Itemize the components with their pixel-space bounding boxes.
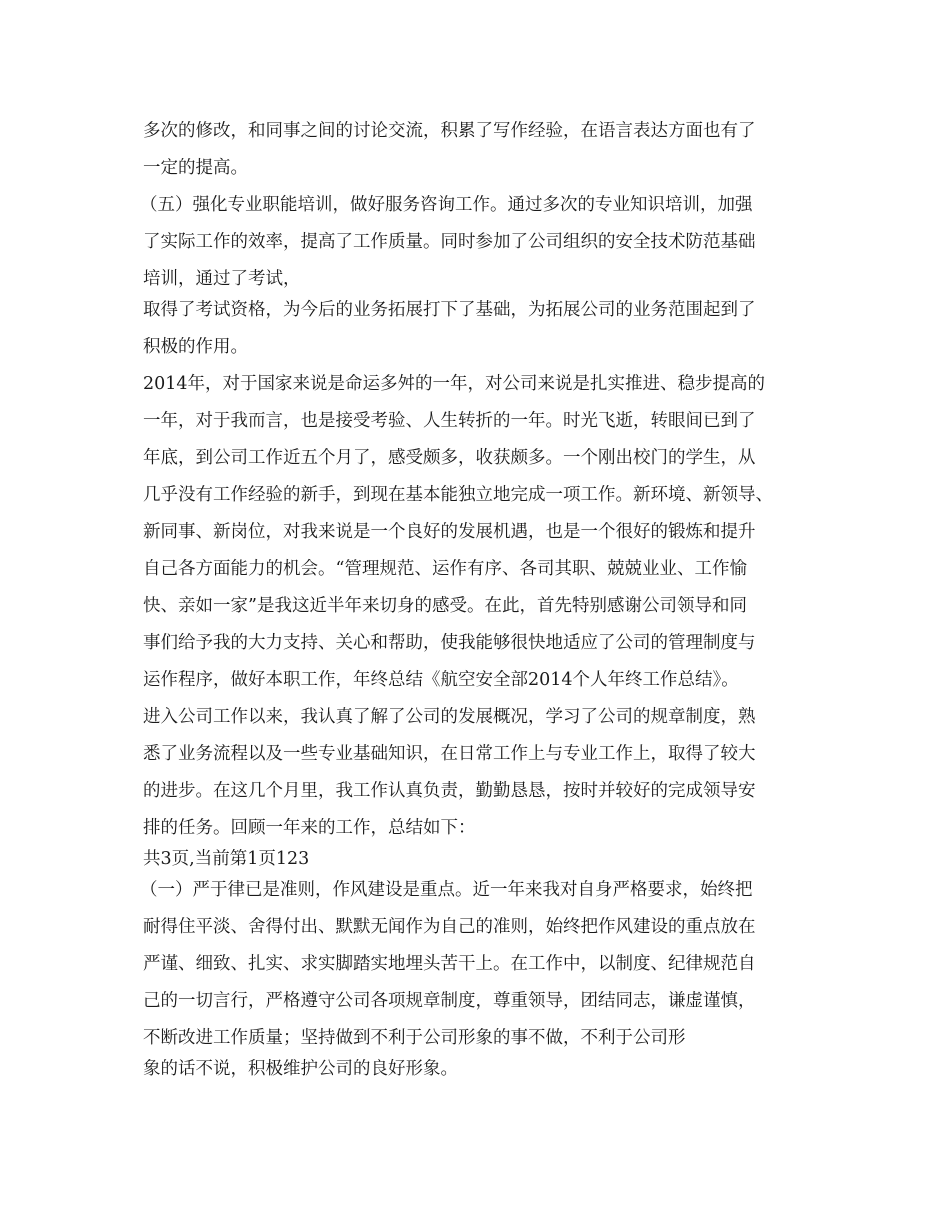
text-line: 耐得住平淡、舍得付出、默默无闻作为自己的准则，始终把作风建设的重点放在 bbox=[143, 917, 756, 937]
text-line: （五）强化专业职能培训，做好服务咨询工作。通过多次的专业知识培训，加强 bbox=[140, 195, 753, 215]
text-line: 多次的修改，和同事之间的讨论交流，积累了写作经验，在语言表达方面也有了 bbox=[143, 121, 756, 141]
text-line: 快、亲如一家”是我这近半年来切身的感受。在此，首先特别感谢公司领导和同 bbox=[143, 596, 747, 616]
text-line: 2014年，对于国家来说是命运多舛的一年，对公司来说是扎实推进、稳步提高的 bbox=[143, 374, 766, 394]
text-line: 运作程序，做好本职工作，年终总结《航空安全部2014个人年终工作总结》。 bbox=[143, 670, 739, 690]
text-line: 进入公司工作以来，我认真了解了公司的发展概况，学习了公司的规章制度，熟 bbox=[143, 707, 756, 727]
text-line: 事们给予我的大力支持、关心和帮助，使我能够很快地适应了公司的管理制度与 bbox=[143, 633, 756, 653]
text-line: 积极的作用。 bbox=[143, 337, 248, 357]
text-line: 的进步。在这几个月里，我工作认真负责，勤勤恳恳，按时并较好的完成领导安 bbox=[143, 781, 756, 801]
text-line: （一）严于律已是准则，作风建设是重点。近一年来我对自身严格要求，始终把 bbox=[140, 880, 753, 900]
pagination-text: 共3页,当前第1页123 bbox=[143, 849, 310, 869]
text-line: 培训，通过了考试， bbox=[143, 269, 301, 289]
text-line: 自己各方面能力的机会。“管理规范、运作有序、各司其职、兢兢业业、工作愉 bbox=[143, 559, 747, 579]
text-line: 象的话不说，积极维护公司的良好形象。 bbox=[143, 1059, 458, 1079]
text-line: 了实际工作的效率，提高了工作质量。同时参加了公司组织的安全技术防范基础 bbox=[143, 232, 756, 252]
text-line: 一年，对于我而言，也是接受考验、人生转折的一年。时光飞逝，转眼间已到了 bbox=[143, 411, 756, 431]
text-line: 年底，到公司工作近五个月了，感受颇多，收获颇多。一个刚出校门的学生，从 bbox=[143, 448, 756, 468]
text-line: 严谨、细致、扎实、求实脚踏实地埋头苦干上。在工作中，以制度、纪律规范自 bbox=[143, 954, 756, 974]
text-line: 新同事、新岗位，对我来说是一个良好的发展机遇，也是一个很好的锻炼和提升 bbox=[143, 522, 756, 542]
text-line: 一定的提高。 bbox=[143, 158, 248, 178]
text-line: 己的一切言行，严格遵守公司各项规章制度，尊重领导，团结同志，谦虚谨慎， bbox=[143, 991, 756, 1011]
text-line: 几乎没有工作经验的新手，到现在基本能独立地完成一项工作。新环境、新领导、 bbox=[143, 485, 773, 505]
text-line: 不断改进工作质量；坚持做到不利于公司形象的事不做，不利于公司形 bbox=[143, 1028, 686, 1048]
text-line: 排的任务。回顾一年来的工作，总结如下： bbox=[143, 818, 476, 838]
text-line: 悉了业务流程以及一些专业基础知识，在日常工作上与专业工作上，取得了较大 bbox=[143, 744, 756, 764]
text-line: 取得了考试资格，为今后的业务拓展打下了基础，为拓展公司的业务范围起到了 bbox=[143, 300, 756, 320]
